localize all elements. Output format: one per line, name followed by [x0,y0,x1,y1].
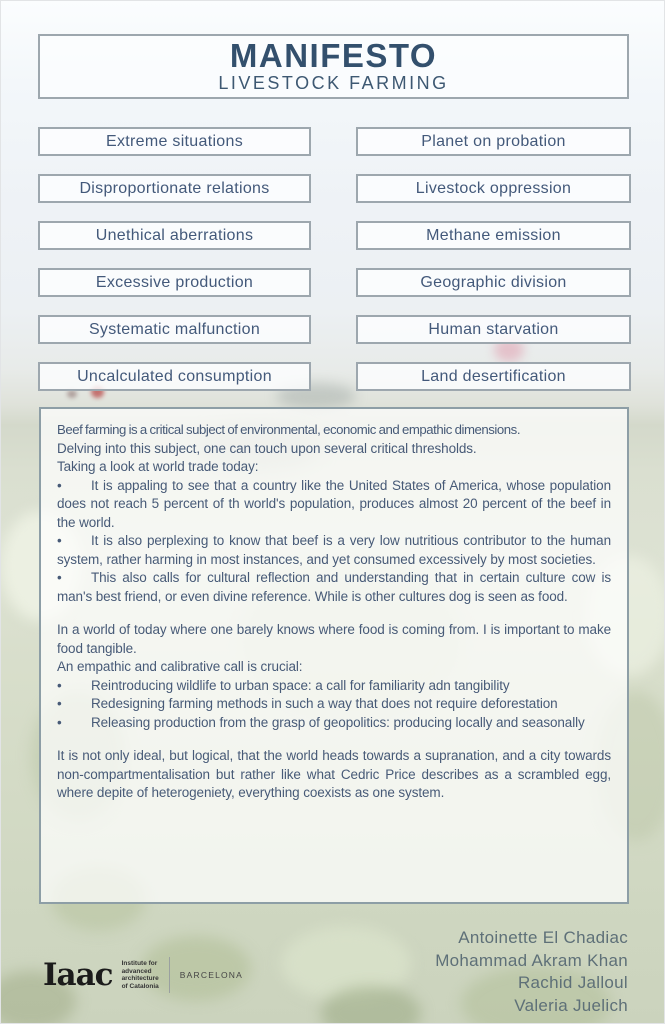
manifesto-bullet-item: • Redesigning farming methods in such a way that does not require deforestation [57,695,611,714]
manifesto-paragraph: Beef farming is a critical subject of environmental, economic and empathic dimensions. [57,422,521,437]
author-name: Valeria Juelich [514,995,628,1015]
topic-box [38,221,311,250]
topic-box [38,268,311,297]
topic-label: Extreme situations [105,132,243,150]
bullet-marker: • [57,533,62,548]
topic-label: Uncalculated consumption [77,367,272,385]
topic-box [38,315,311,344]
logo-divider [169,957,170,993]
manifesto-text [39,407,629,904]
manifesto-paragraph: Delving into this subject, one can touch upon several critical thresholds. [57,440,477,456]
manifesto-bullet-item: • It is also perplexing to know that beef is a very low nutritious contributor to the human system, rather harming in most instances, and yet consumed excessively by most societies. [57,533,611,567]
iaac-tagline-line: Institute for [121,960,158,967]
iaac-city-label: BARCELONA [179,970,244,980]
topic-label: Excessive production [95,273,254,291]
manifesto-bullet-item: • This also calls for cultural reflection and understanding that in certain culture cow is man's best friend, or even divine reference. While is other cultures dog is seen as food. [57,570,611,604]
topic-label: Methane emission [426,226,561,244]
topic-box [38,362,311,391]
iaac-wordmark: Iaac [43,957,113,993]
page-title: MANIFESTO [229,37,438,74]
topic-label: Unethical aberrations [95,226,254,244]
manifesto-paragraph: It is not only ideal, but logical, that the world heads towards a supranation, and a city towards non-compartmentalisation but rather like what Cedric Price describes as a scrambled egg, where depite of heterogeniety, everything coexists as one system. [57,748,611,800]
topic-label: Livestock oppression [415,179,572,197]
paragraph-spacer [57,606,611,621]
topic-label: Geographic division [420,273,567,291]
manifesto-bullet-item: • Releasing production from the grasp of geopolitics: producing locally and seasonally [57,714,611,733]
manifesto-bullet-item: • It is appaling to see that a country like the United States of America, whose population does not reach 5 percent of th world's population, produces almost 20 percent of the beef in the world. [57,477,611,530]
iaac-tagline [122,960,159,990]
iaac-tagline-line: architecture [121,975,159,982]
bullet-marker: • [57,477,62,493]
topic-column-right [356,127,631,391]
bullet-marker: • [57,570,62,585]
page-subtitle: LIVESTOCK FARMING [218,73,449,93]
topic-label: Disproportionate relations [79,179,270,197]
manifesto-paragraph: In a world of today where one barely knows where food is coming from. I is important to make food tangible. [57,622,611,656]
authors [308,927,628,1017]
topic-label: Land desertification [421,367,566,385]
author-name: Mohammad Akram Khan [435,950,628,970]
bullet-marker: • [57,677,62,693]
manifesto-paragraph: Taking a look at world trade today: [57,459,259,474]
topic-box [356,127,631,156]
topic-box [356,268,631,297]
paragraph-spacer [57,732,611,747]
topic-box [356,315,631,344]
topic-label: Planet on probation [421,132,566,150]
manifesto-bullet-item: • Reintroducing wildlife to urban space: a call for familiarity adn tangibility [57,677,611,696]
red-spot [67,390,77,398]
iaac-tagline-line: advanced [121,967,152,975]
topic-column-left [38,127,311,391]
bullet-marker: • [57,714,62,730]
manifesto-paragraph: An empathic and calibrative call is crucial: [57,659,303,674]
author-name: Rachid Jalloul [517,973,628,992]
iaac-tagline-line: of Catalonia [121,982,159,990]
author-name: Antoinette El Chadiac [458,928,628,947]
topic-box [356,174,631,203]
topic-label: Systematic malfunction [88,320,261,338]
topic-box [356,221,631,250]
topic-label: Human starvation [428,320,559,338]
topic-box [356,362,631,391]
topic-box [38,174,311,203]
title-box [38,34,629,99]
topic-box [38,127,311,156]
bullet-marker: • [57,696,62,711]
iaac-logo [43,952,243,998]
